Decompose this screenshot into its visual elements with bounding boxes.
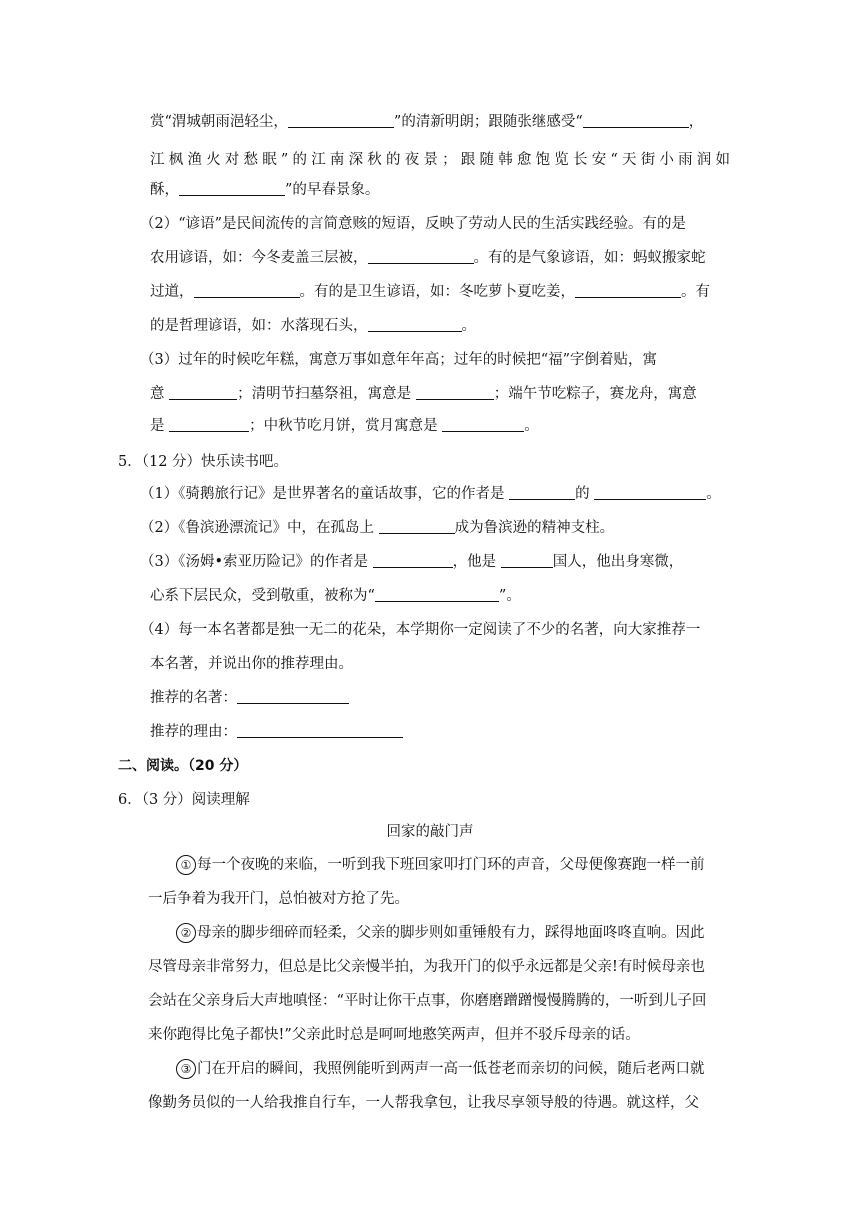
answer-blank[interactable]: [379, 518, 455, 534]
q5-3-line-2: 心系下层民众，受到敬重，被称为“ ”。: [150, 588, 521, 604]
paragraph-2-line-1: ② 母亲的脚步细碎而轻柔，父亲的脚步则如重锤般有力，踩得地面咚咚直响。因此: [176, 923, 730, 943]
paragraph-3-line-2: 像勤务员似的一人给我推自行车，一人帮我拿包，让我尽享领导般的待遇。就这样，父: [148, 1095, 699, 1111]
q5-3-line-1: （3）《汤姆•索亚历险记》的作者是 ，他是 国人，他出身寒微，: [140, 554, 684, 570]
question-5-heading: 5．（12 分）快乐读书吧。: [118, 454, 289, 470]
answer-blank[interactable]: [583, 112, 689, 128]
answer-blank[interactable]: [179, 180, 285, 196]
q4-2-line-2: 农用谚语，如：今冬麦盖三层被， 。有的是气象谚语，如：蚂蚁搬家蛇: [150, 250, 706, 266]
paragraph-number-2: ②: [176, 923, 196, 943]
answer-blank[interactable]: [169, 416, 249, 432]
answer-blank[interactable]: [373, 552, 453, 568]
recommend-reason-blank[interactable]: [237, 722, 403, 738]
paragraph-1-line-1: ① 每一个夜晚的来临，一听到我下班回家叩打门环的声音，父母便像赛跑一样一前: [176, 855, 730, 875]
recommended-book-line: 推荐的名著：: [150, 688, 730, 708]
answer-blank[interactable]: [169, 384, 237, 400]
answer-blank[interactable]: [368, 248, 474, 264]
answer-blank[interactable]: [288, 112, 394, 128]
passage-title: 回家的敲门声: [386, 824, 474, 840]
q5-1-line: （1）《骑鹅旅行记》是世界著名的童话故事，它的作者是 的 。: [140, 486, 721, 502]
answer-blank[interactable]: [501, 552, 553, 568]
q4-2-line-1: （2）“谚语”是民间流传的言简意赅的短语，反映了劳动人民的生活实践经验。有的是: [140, 216, 687, 232]
paragraph-number-3: ③: [176, 1059, 196, 1079]
section-2-heading: 二、阅读。（20 分）: [118, 758, 248, 774]
answer-blank[interactable]: [594, 484, 706, 500]
paragraph-2-line-3: 会站在父亲身后大声地嗔怪：“平时让你干点事，你磨磨蹭蹭慢慢腾腾的，一听到儿子回: [148, 993, 707, 1009]
q4-1-line-1: 赏“渭城朝雨浥轻尘， ”的清新明朗；跟随张继感受“ ，: [150, 114, 704, 130]
recommend-reason-line: 推荐的理由：: [150, 722, 730, 742]
answer-blank[interactable]: [368, 316, 462, 332]
paragraph-2-line-2: 尽管母亲非常努力，但总是比父亲慢半拍，为我开门的似乎永远都是父亲!有时候母亲也: [148, 959, 705, 975]
answer-blank[interactable]: [575, 282, 681, 298]
q5-4-line-1: （4）每一本名著都是独一无二的花朵，本学期你一定阅读了不少的名著，向大家推荐一: [140, 622, 701, 638]
q4-3-line-3: 是 ；中秋节吃月饼，赏月寓意是 。: [150, 418, 539, 434]
paragraph-2-line-4: 来你跑得比兔子都快!”父亲此时总是呵呵地憨笑两声，但并不驳斥母亲的话。: [148, 1027, 640, 1043]
answer-blank[interactable]: [509, 484, 575, 500]
q5-2-line: （2）《鲁滨逊漂流记》中，在孤岛上 成为鲁滨逊的精神支柱。: [140, 520, 615, 536]
q4-1-line-2: 江枫渔火对愁眠”的江南深秋的夜景；跟随韩愈饱览长安“天街小雨润如: [150, 152, 730, 168]
q5-4-line-2: 本名著，并说出你的推荐理由。: [150, 656, 353, 672]
q4-2-line-3: 过道， 。有的是卫生谚语，如：冬吃萝卜夏吃姜， 。有: [150, 284, 710, 300]
answer-blank[interactable]: [194, 282, 300, 298]
q4-1-line-3: 酥， ”的早春景象。: [150, 182, 380, 198]
q4-3-line-2: 意 ；清明节扫墓祭祖，寓意是 ；端午节吃粽子，赛龙舟，寓意: [150, 386, 697, 402]
answer-blank[interactable]: [416, 384, 494, 400]
recommended-book-blank[interactable]: [237, 688, 349, 704]
paragraph-3-line-1: ③ 门在开启的瞬间，我照例能听到两声一高一低苍老而亲切的问候，随后老两口就: [176, 1059, 730, 1079]
paragraph-number-1: ①: [176, 855, 196, 875]
answer-blank[interactable]: [442, 416, 524, 432]
q4-2-line-4: 的是哲理谚语，如：水落现石头， 。: [150, 318, 476, 334]
q4-3-line-1: （3）过年的时候吃年糕，寓意万事如意年年高；过年的时候把“福”字倒着贴，寓: [140, 352, 658, 368]
paragraph-1-line-2: 一后争着为我开门，总怕被对方抢了先。: [148, 891, 409, 907]
question-6-heading: 6．（3 分）阅读理解: [118, 792, 250, 808]
answer-blank[interactable]: [375, 586, 499, 602]
